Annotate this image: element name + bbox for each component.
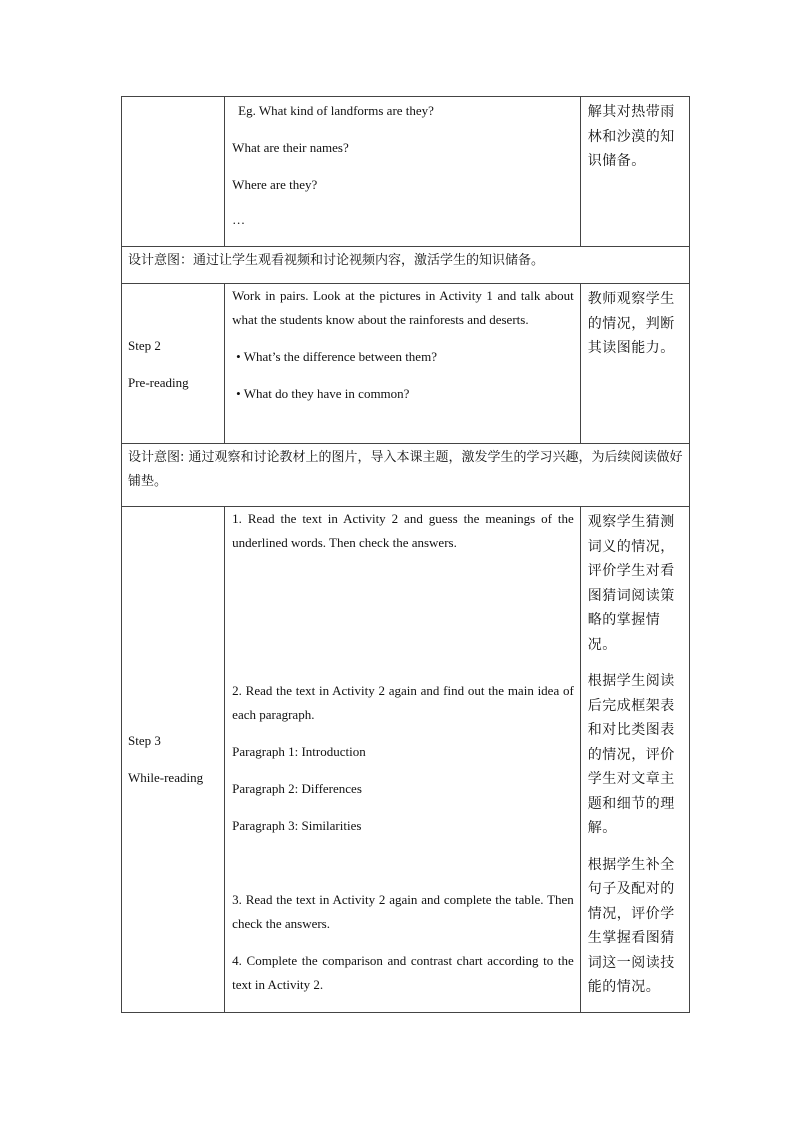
evaluation-text: 根据学生补全句子及配对的情况，评价学生掌握看图猜词这一阅读技能的情况。	[587, 856, 675, 995]
bullet-question: • What do they have in common?	[236, 386, 410, 401]
design-intent-cell	[122, 444, 690, 507]
design-intent-text: 设计意图：通过让学生观看视频和讨论视频内容，激活学生的知识储备。	[128, 253, 545, 268]
step-stage: While-reading	[128, 770, 204, 786]
task-text: 4. Complete the comparison and contrast chart according to the text in Activity 2.	[232, 953, 574, 992]
paragraph-item: Paragraph 1: Introduction	[232, 744, 366, 759]
step-cell	[122, 284, 225, 444]
table-row	[122, 507, 690, 1013]
table-row	[122, 247, 690, 284]
task-text: Work in pairs. Look at the pictures in Activity 1 and talk about what the students know about the rainforests and deserts.	[232, 288, 574, 327]
task-text: 3. Read the text in Activity 2 again and complete the table. Then check the answers.	[232, 892, 574, 931]
evaluation-text: 根据学生阅读后完成框架表和对比类图表的情况，评价学生对文章主题和细节的理解。	[587, 673, 675, 836]
evaluation-cell	[580, 97, 689, 247]
activity-cell	[225, 507, 581, 1013]
step-number: Step 2	[128, 337, 161, 353]
lesson-plan-table	[121, 96, 690, 1013]
paragraph-item: Paragraph 2: Differences	[232, 781, 362, 796]
step-cell	[122, 97, 225, 247]
example-question: What are their names?	[232, 140, 349, 155]
evaluation-text: 教师观察学生的情况，判断其读图能力。	[587, 291, 675, 356]
step-number: Step 3	[128, 733, 161, 749]
evaluation-text: 解其对热带雨林和沙漠的知识储备。	[587, 104, 675, 169]
step-cell	[122, 507, 225, 1013]
evaluation-text: 观察学生猜测词义的情况，评价学生对看图猜词阅读策略的掌握情况。	[587, 514, 675, 653]
task-text: 2. Read the text in Activity 2 again and find out the main idea of each paragraph.	[232, 683, 574, 722]
task-text: 1. Read the text in Activity 2 and guess the meanings of the underlined words. Then check the answers.	[232, 511, 574, 550]
step-stage: Pre-reading	[128, 374, 189, 390]
activity-cell	[225, 284, 581, 444]
table-row	[122, 444, 690, 507]
table-row	[122, 97, 690, 247]
evaluation-cell	[580, 507, 689, 1013]
evaluation-cell	[580, 284, 689, 444]
ellipsis: …	[232, 212, 246, 227]
design-intent-cell	[122, 247, 690, 284]
table-row	[122, 284, 690, 444]
activity-cell	[225, 97, 581, 247]
bullet-question: • What’s the difference between them?	[236, 349, 437, 364]
design-intent-text: 设计意图: 通过观察和讨论教材上的图片，导入本课主题，激发学生的学习兴趣，为后续阅读做好铺垫。	[128, 450, 683, 489]
paragraph-item: Paragraph 3: Similarities	[232, 818, 362, 833]
example-question: Eg. What kind of landforms are they?	[238, 103, 434, 118]
example-question: Where are they?	[232, 177, 318, 192]
